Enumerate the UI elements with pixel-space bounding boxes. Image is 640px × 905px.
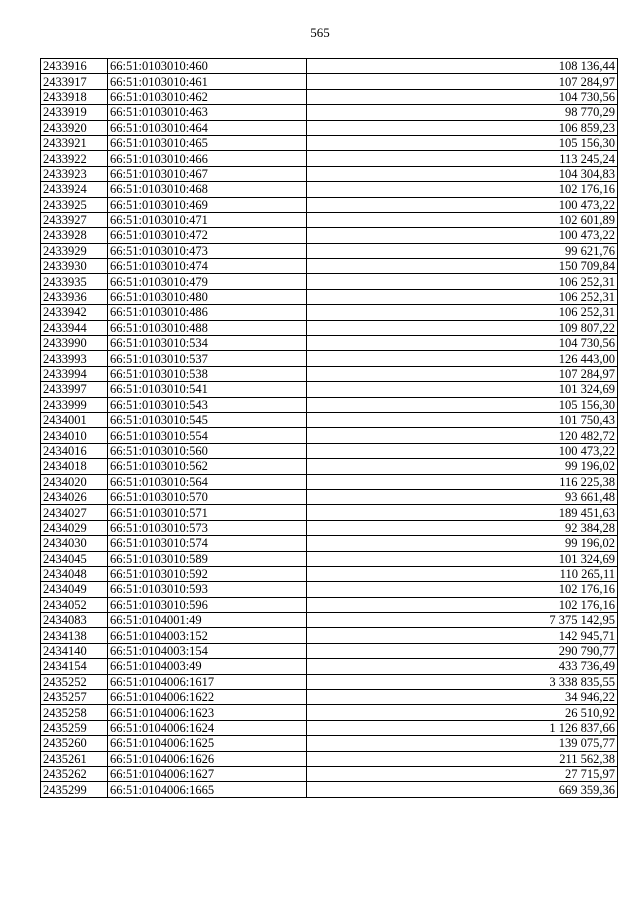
cadastral-value-cell: 142 945,71: [307, 628, 618, 643]
table-body: [41, 59, 618, 798]
row-id-cell: 2434016: [41, 443, 108, 458]
row-id-cell: 2434018: [41, 459, 108, 474]
cadastral-value-cell: 109 807,22: [307, 320, 618, 335]
cadastral-number-cell: 66:51:0103010:574: [108, 536, 307, 551]
cadastral-number-cell: 66:51:0104006:1617: [108, 674, 307, 689]
table-row: [41, 659, 618, 674]
row-id-cell: 2434001: [41, 412, 108, 427]
cadastral-value-cell: 26 510,92: [307, 705, 618, 720]
cadastral-number-cell: 66:51:0103010:543: [108, 397, 307, 412]
cadastral-number-cell: 66:51:0103010:465: [108, 135, 307, 150]
row-id-cell: 2433924: [41, 182, 108, 197]
row-id-cell: 2434020: [41, 474, 108, 489]
cadastral-number-cell: 66:51:0103010:537: [108, 351, 307, 366]
row-id-cell: 2434049: [41, 582, 108, 597]
row-id-cell: 2433935: [41, 274, 108, 289]
row-id-cell: 2435259: [41, 720, 108, 735]
table-row: [41, 320, 618, 335]
cadastral-value-cell: 102 176,16: [307, 182, 618, 197]
cadastral-value-cell: 101 324,69: [307, 551, 618, 566]
row-id-cell: 2434048: [41, 566, 108, 581]
row-id-cell: 2435258: [41, 705, 108, 720]
cadastral-value-cell: 139 075,77: [307, 736, 618, 751]
cadastral-value-cell: 3 338 835,55: [307, 674, 618, 689]
table-row: [41, 74, 618, 89]
row-id-cell: 2433944: [41, 320, 108, 335]
table-row: [41, 520, 618, 535]
cadastral-number-cell: 66:51:0104006:1625: [108, 736, 307, 751]
table-row: [41, 505, 618, 520]
cadastral-value-cell: 98 770,29: [307, 105, 618, 120]
cadastral-number-cell: 66:51:0104001:49: [108, 613, 307, 628]
cadastral-number-cell: 66:51:0103010:469: [108, 197, 307, 212]
table-row: [41, 412, 618, 427]
table-row: [41, 428, 618, 443]
table-row: [41, 120, 618, 135]
row-id-cell: 2433994: [41, 366, 108, 381]
cadastral-number-cell: 66:51:0104006:1627: [108, 766, 307, 781]
table-row: [41, 59, 618, 74]
cadastral-number-cell: 66:51:0103010:534: [108, 336, 307, 351]
row-id-cell: 2434029: [41, 520, 108, 535]
cadastral-value-cell: 34 946,22: [307, 690, 618, 705]
table-row: [41, 736, 618, 751]
cadastral-number-cell: 66:51:0103010:462: [108, 89, 307, 104]
cadastral-number-cell: 66:51:0103010:480: [108, 289, 307, 304]
table-row: [41, 259, 618, 274]
table-row: [41, 243, 618, 258]
row-id-cell: 2434138: [41, 628, 108, 643]
cadastral-number-cell: 66:51:0104003:154: [108, 643, 307, 658]
cadastral-value-cell: 106 252,31: [307, 274, 618, 289]
cadastral-value-cell: 102 601,89: [307, 212, 618, 227]
cadastral-number-cell: 66:51:0103010:573: [108, 520, 307, 535]
row-id-cell: 2434140: [41, 643, 108, 658]
table-row: [41, 274, 618, 289]
table-row: [41, 459, 618, 474]
row-id-cell: 2435299: [41, 782, 108, 797]
row-id-cell: 2433921: [41, 135, 108, 150]
cadastral-number-cell: 66:51:0103010:467: [108, 166, 307, 181]
row-id-cell: 2434027: [41, 505, 108, 520]
cadastral-value-cell: 106 252,31: [307, 289, 618, 304]
row-id-cell: 2433999: [41, 397, 108, 412]
table-row: [41, 228, 618, 243]
row-id-cell: 2434045: [41, 551, 108, 566]
row-id-cell: 2433936: [41, 289, 108, 304]
cadastral-value-cell: 27 715,97: [307, 766, 618, 781]
row-id-cell: 2433929: [41, 243, 108, 258]
cadastral-value-cell: 1 126 837,66: [307, 720, 618, 735]
cadastral-value-cell: 669 359,36: [307, 782, 618, 797]
row-id-cell: 2435257: [41, 690, 108, 705]
cadastral-value-cell: 433 736,49: [307, 659, 618, 674]
row-id-cell: 2433920: [41, 120, 108, 135]
cadastral-value-cell: 290 790,77: [307, 643, 618, 658]
table-row: [41, 382, 618, 397]
table-row: [41, 766, 618, 781]
table-row: [41, 166, 618, 181]
cadastral-number-cell: 66:51:0104003:49: [108, 659, 307, 674]
table-row: [41, 489, 618, 504]
row-id-cell: 2435262: [41, 766, 108, 781]
cadastral-value-cell: 100 473,22: [307, 443, 618, 458]
cadastral-number-cell: 66:51:0103010:545: [108, 412, 307, 427]
row-id-cell: 2433916: [41, 59, 108, 74]
cadastral-value-cell: 105 156,30: [307, 397, 618, 412]
cadastral-value-cell: 106 252,31: [307, 305, 618, 320]
row-id-cell: 2433919: [41, 105, 108, 120]
cadastral-number-cell: 66:51:0103010:461: [108, 74, 307, 89]
cadastral-number-cell: 66:51:0104006:1626: [108, 751, 307, 766]
cadastral-number-cell: 66:51:0103010:471: [108, 212, 307, 227]
cadastral-number-cell: 66:51:0103010:592: [108, 566, 307, 581]
table-row: [41, 289, 618, 304]
cadastral-value-cell: 93 661,48: [307, 489, 618, 504]
cadastral-number-cell: 66:51:0104006:1622: [108, 690, 307, 705]
cadastral-value-cell: 101 750,43: [307, 412, 618, 427]
cadastral-value-cell: 126 443,00: [307, 351, 618, 366]
cadastral-number-cell: 66:51:0103010:541: [108, 382, 307, 397]
cadastral-value-cell: 108 136,44: [307, 59, 618, 74]
table-row: [41, 366, 618, 381]
table-row: [41, 674, 618, 689]
cadastral-value-cell: 110 265,11: [307, 566, 618, 581]
table-row: [41, 135, 618, 150]
cadastral-number-cell: 66:51:0103010:596: [108, 597, 307, 612]
table-row: [41, 443, 618, 458]
table-row: [41, 690, 618, 705]
cadastral-value-table: [40, 58, 618, 798]
cadastral-value-cell: 107 284,97: [307, 74, 618, 89]
row-id-cell: 2433928: [41, 228, 108, 243]
table-row: [41, 566, 618, 581]
table-row: [41, 397, 618, 412]
cadastral-number-cell: 66:51:0103010:538: [108, 366, 307, 381]
row-id-cell: 2434083: [41, 613, 108, 628]
row-id-cell: 2433925: [41, 197, 108, 212]
cadastral-number-cell: 66:51:0103010:562: [108, 459, 307, 474]
cadastral-number-cell: 66:51:0103010:464: [108, 120, 307, 135]
table-row: [41, 643, 618, 658]
cadastral-value-cell: 105 156,30: [307, 135, 618, 150]
cadastral-number-cell: 66:51:0103010:554: [108, 428, 307, 443]
table-row: [41, 351, 618, 366]
row-id-cell: 2433918: [41, 89, 108, 104]
cadastral-value-cell: 101 324,69: [307, 382, 618, 397]
row-id-cell: 2433917: [41, 74, 108, 89]
cadastral-number-cell: 66:51:0103010:463: [108, 105, 307, 120]
table-row: [41, 751, 618, 766]
row-id-cell: 2433942: [41, 305, 108, 320]
cadastral-value-cell: 99 621,76: [307, 243, 618, 258]
table-row: [41, 474, 618, 489]
row-id-cell: 2433997: [41, 382, 108, 397]
cadastral-value-cell: 116 225,38: [307, 474, 618, 489]
cadastral-value-cell: 102 176,16: [307, 597, 618, 612]
table-row: [41, 628, 618, 643]
cadastral-number-cell: 66:51:0103010:472: [108, 228, 307, 243]
cadastral-number-cell: 66:51:0103010:474: [108, 259, 307, 274]
page-number: 565: [310, 25, 330, 40]
cadastral-value-cell: 189 451,63: [307, 505, 618, 520]
cadastral-value-cell: 150 709,84: [307, 259, 618, 274]
cadastral-number-cell: 66:51:0103010:564: [108, 474, 307, 489]
cadastral-number-cell: 66:51:0103010:473: [108, 243, 307, 258]
row-id-cell: 2433922: [41, 151, 108, 166]
row-id-cell: 2433927: [41, 212, 108, 227]
table-row: [41, 782, 618, 797]
cadastral-value-cell: 92 384,28: [307, 520, 618, 535]
row-id-cell: 2434154: [41, 659, 108, 674]
table-row: [41, 151, 618, 166]
cadastral-number-cell: 66:51:0104006:1623: [108, 705, 307, 720]
table-row: [41, 536, 618, 551]
cadastral-number-cell: 66:51:0103010:460: [108, 59, 307, 74]
cadastral-value-cell: 99 196,02: [307, 536, 618, 551]
cadastral-value-cell: 120 482,72: [307, 428, 618, 443]
row-id-cell: 2435261: [41, 751, 108, 766]
cadastral-number-cell: 66:51:0104006:1624: [108, 720, 307, 735]
cadastral-number-cell: 66:51:0103010:468: [108, 182, 307, 197]
table-row: [41, 182, 618, 197]
cadastral-value-cell: 104 304,83: [307, 166, 618, 181]
table-row: [41, 705, 618, 720]
table-row: [41, 89, 618, 104]
cadastral-value-cell: 104 730,56: [307, 336, 618, 351]
cadastral-value-cell: 100 473,22: [307, 197, 618, 212]
cadastral-value-cell: 113 245,24: [307, 151, 618, 166]
table-row: [41, 105, 618, 120]
cadastral-value-cell: 7 375 142,95: [307, 613, 618, 628]
cadastral-number-cell: 66:51:0103010:593: [108, 582, 307, 597]
cadastral-value-cell: 107 284,97: [307, 366, 618, 381]
table-row: [41, 197, 618, 212]
cadastral-number-cell: 66:51:0103010:488: [108, 320, 307, 335]
cadastral-number-cell: 66:51:0103010:589: [108, 551, 307, 566]
row-id-cell: 2433923: [41, 166, 108, 181]
row-id-cell: 2435260: [41, 736, 108, 751]
table-row: [41, 212, 618, 227]
table-row: [41, 336, 618, 351]
table-row: [41, 582, 618, 597]
row-id-cell: 2434010: [41, 428, 108, 443]
cadastral-number-cell: 66:51:0103010:570: [108, 489, 307, 504]
cadastral-number-cell: 66:51:0103010:560: [108, 443, 307, 458]
row-id-cell: 2435252: [41, 674, 108, 689]
cadastral-value-cell: 99 196,02: [307, 459, 618, 474]
cadastral-value-cell: 102 176,16: [307, 582, 618, 597]
cadastral-number-cell: 66:51:0103010:479: [108, 274, 307, 289]
cadastral-number-cell: 66:51:0104003:152: [108, 628, 307, 643]
cadastral-number-cell: 66:51:0103010:571: [108, 505, 307, 520]
cadastral-value-cell: 106 859,23: [307, 120, 618, 135]
cadastral-number-cell: 66:51:0103010:466: [108, 151, 307, 166]
row-id-cell: 2433993: [41, 351, 108, 366]
table-row: [41, 551, 618, 566]
row-id-cell: 2434026: [41, 489, 108, 504]
cadastral-number-cell: 66:51:0104006:1665: [108, 782, 307, 797]
table-row: [41, 613, 618, 628]
cadastral-number-cell: 66:51:0103010:486: [108, 305, 307, 320]
cadastral-value-cell: 211 562,38: [307, 751, 618, 766]
table-row: [41, 597, 618, 612]
row-id-cell: 2433990: [41, 336, 108, 351]
row-id-cell: 2434052: [41, 597, 108, 612]
row-id-cell: 2433930: [41, 259, 108, 274]
table-row: [41, 305, 618, 320]
cadastral-value-cell: 100 473,22: [307, 228, 618, 243]
table-row: [41, 720, 618, 735]
row-id-cell: 2434030: [41, 536, 108, 551]
cadastral-value-cell: 104 730,56: [307, 89, 618, 104]
